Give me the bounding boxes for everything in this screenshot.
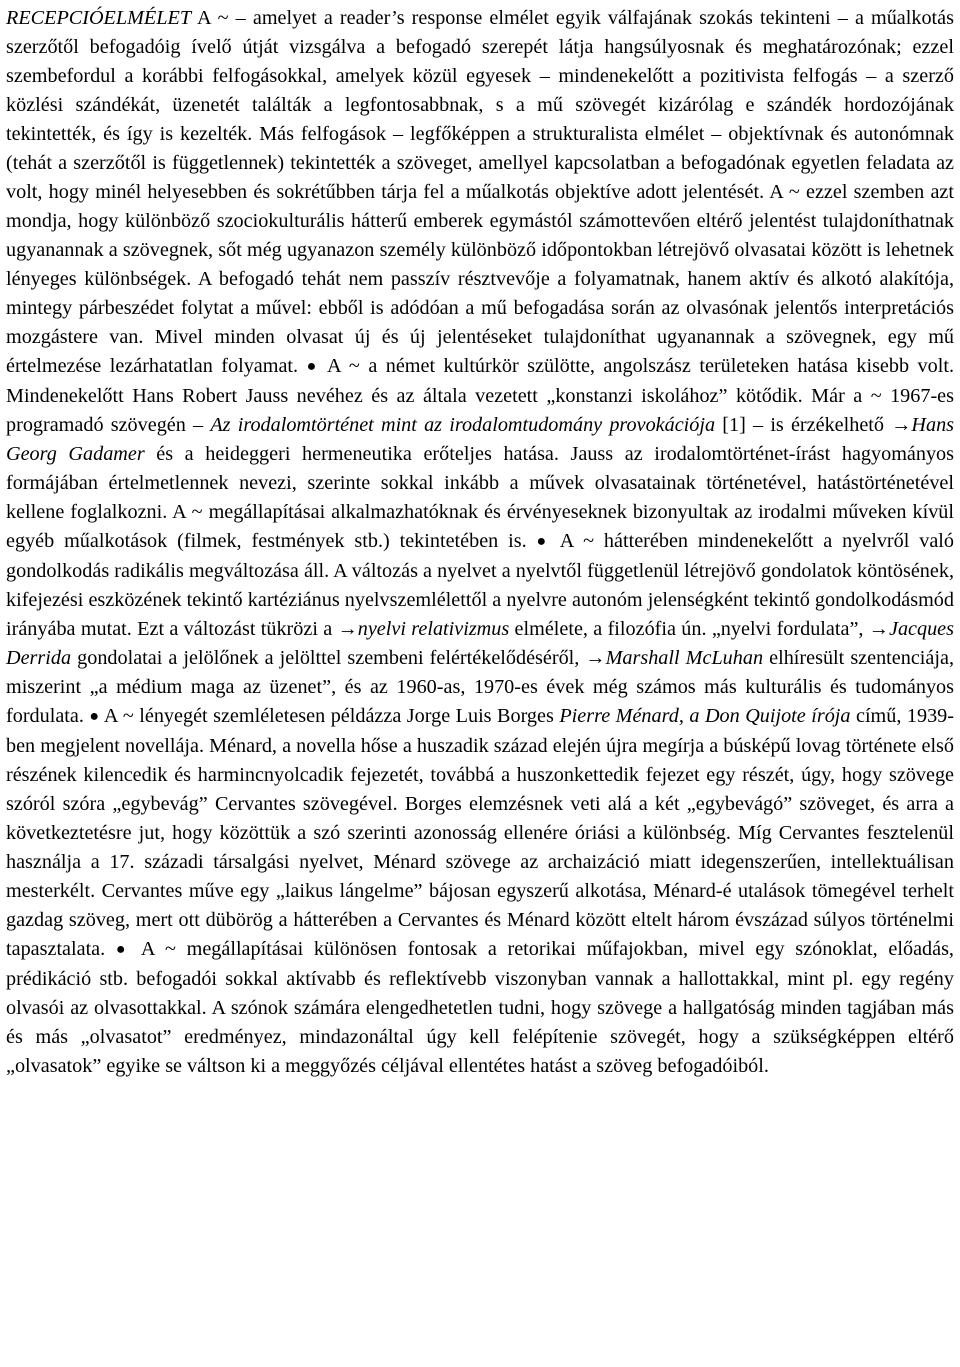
encyclopedia-entry: [6, 4, 954, 1081]
entry-text-part-2a: A ~ a német kultúrkör szülötte, angolszász területeken hatása kisebb volt. Mindenekelőtt Hans Robert Jauss nevéhez és az általa vezetett „konstanzi iskolához” kötődik. Már a ~ 1967-es programadó szövegén –: [6, 355, 954, 436]
cross-reference-gadamer[interactable]: →Hans Georg Gadamer: [6, 414, 955, 465]
entry-text-part-3a: A ~ hátterében mindenekelőtt a nyelvről való gondolkodás radikális megváltozása áll. A változás a nyelvet a nyelvtől függetlenül létrejövő gondolatok köntösének, kifejezési eszközének tekintő kartéziánus nyelvszemlélettől a nyelvre autonóm jelenségként tekintő gondolkodásmód irányába mutat. Ezt a változást tükrözi a: [6, 530, 954, 640]
entry-text-part-5a: A ~ megállapításai különösen fontosak a retorikai műfajokban, mivel egy szónoklat, előadás, prédikáció stb. befogadói sokkal aktívabb és reflektívebb viszonyban vannak a hallottakkal, mint pl. egy regény olvasói az olvasottakkal. A szónok számára elengedhetetlen tudni, hogy szövege a hallgatóság minden tagjában más és más „olvasatot” eredményez, mindazonáltal úgy kell felépítenie szövegét, hogy a szükségképpen eltérő „olvasatok” egyike se váltson ki a meggyőzés céljával ellentétes hatást a szöveg befogadóiból.: [6, 938, 954, 1077]
entry-text-part-3b: elmélete, a filozófia ún. „nyelvi fordulata”,: [509, 618, 869, 640]
entry-text-part-2b: [1] – is érzékelhető: [715, 414, 892, 436]
bullet-icon: ●: [306, 358, 320, 375]
entry-text-part-2c: és a heideggeri hermeneutika erőteljes hatása. Jauss az irodalomtörténet-írást hagyományos formájában értelmetlennek nevezi, szerinte sokkal inkább a művek olvasatainak történetével, hatástörténetével kellene foglalkozni. A ~ megállapításai alkalmazhatóknak és érvényeseknek bizonyultak az irodalmi műveken kívül egyéb műalkotások (filmek, festmények stb.) tekintetében is.: [6, 443, 954, 552]
entry-text-part-1: A ~ – amelyet a reader’s response elmélet egyik válfajának szokás tekinteni – a műalkotás szerzőtől befogadóig ívelő útját vizsgálva a befogadó szerepét látja hangsúlyosnak és meghatározónak; ezzel szembefordul a korábbi felfogásokkal, amelyek közül egyesek – mindenekelőtt a pozitivista felfogás – a szerző közlési szándékát, üzenetét találták a legfontosabbnak, s a mű szövegét kizárólag e szándék hordozójának tekintették, és így is kezelték. Más felfogások – legfőképpen a strukturalista elmélet – objektívnak és autonómnak (tehát a szerzőtől is függetlennek) tekintették a szöveget, amellyel kapcsolatban a befogadónak egyetlen feladata az volt, hogy minél helyesebben és sokrétűbben tárja fel a műalkotás objektíve adott jelentését. A ~ ezzel szemben azt mondja, hogy különböző szociokulturális hátterű emberek egymástól számottevően eltérő jelentést tulajdoníthatnak ugyanannak a szövegnek, sőt még ugyanazon személy különböző időpontokban létrejövő olvasatai között is lehetnek lényeges különbségek. A befogadó tehát nem passzív résztvevője a folyamatnak, hanem aktív és alkotó alakítója, mintegy párbeszédet folytat a művel: ebből is adódóan a mű befogadása során az olvasónak jelentős interpretációs mozgástere van. Mivel minden olvasat új és új jelentéseket tulajdoníthat ugyanannak a szövegnek, egy mű értelmezése lezárhatatlan folyamat.: [6, 7, 954, 377]
cross-reference-nyelvi-relativizmus[interactable]: →nyelvi relativizmus: [337, 618, 510, 640]
cited-title-borges: Pierre Ménard, a Don Quijote írója: [559, 705, 851, 727]
cross-reference-derrida[interactable]: →Jacques Derrida: [6, 618, 955, 669]
bullet-icon: ●: [115, 941, 132, 958]
entry-text-part-4a: A ~ lényegét szemléletesen példázza Jorge Luis Borges: [99, 705, 560, 727]
entry-text-part-3d: elhíresült szentenciája, miszerint „a médium maga az üzenet”, és az 1960-as, 1970-es évek még számos más kulturális és tudományos fordulata.: [6, 647, 954, 727]
bullet-icon: ●: [536, 533, 552, 550]
bullet-icon: ●: [89, 708, 100, 725]
cited-title-jauss: Az irodalomtörténet mint az irodalomtudomány provokációja: [210, 414, 716, 436]
entry-text-part-4b: című, 1939-ben megjelent novellája. Ménard, a novella hőse a huszadik század elején újra megírja a búsképű lovag története első részének kilencedik és harmincnyolcadik fejezetét, továbbá a huszonkettedik fejezet egy részét, úgy, hogy szövege szóról szóra „egybevág” Cervantes szövegével. Borges elemzésnek veti alá a két „egybevágó” szöveget, és arra a következtetésre jut, hogy közöttük a szó szerinti azonosság ellenére óriási a különbség. Míg Cervantes fesztelenül használja a 17. századi társalgási nyelvet, Ménard szövege az archaizáció miatt idegenszerűen, intellektuálisan mesterkélt. Cervantes műve egy „laikus lángelme” bájosan egyszerű alkotása, Ménard-é utalások tömegével terhelt gazdag szöveg, mert ott dübörög a hátterében a Cervantes és Ménard között eltelt három évszázad súlyos történelmi tapasztalata.: [6, 705, 954, 960]
entry-text-part-3c: gondolatai a jelölőnek a jelölttel szembeni felértékelődéséről,: [71, 647, 586, 669]
cross-reference-mcluhan[interactable]: →Marshall McLuhan: [585, 647, 764, 669]
entry-headword: RECEPCIÓELMÉLET: [6, 7, 192, 29]
